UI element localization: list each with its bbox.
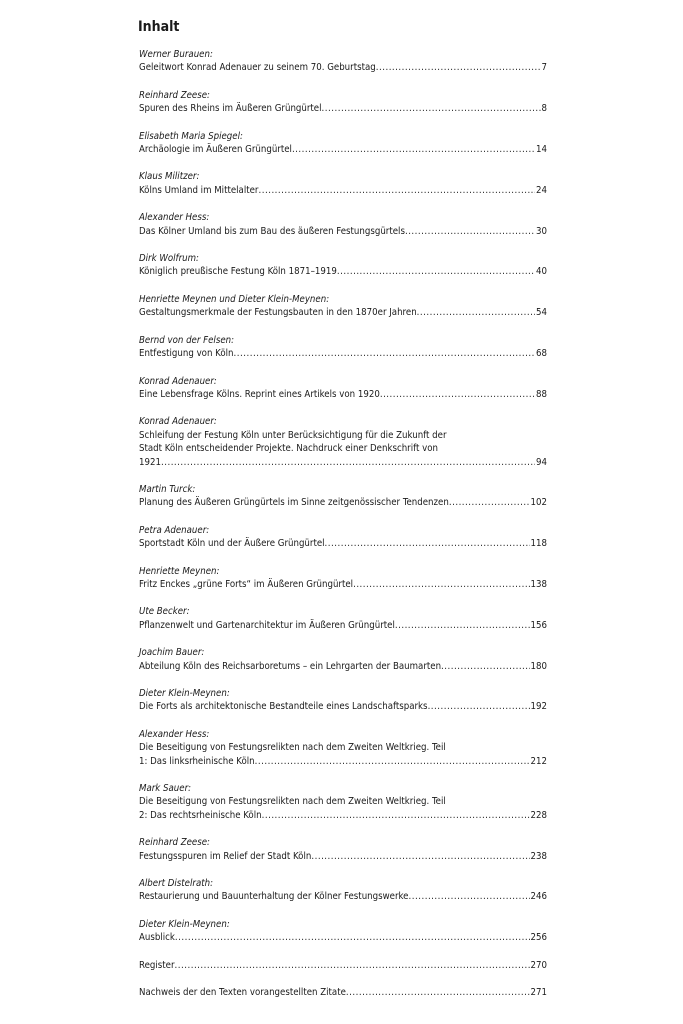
dot-leader xyxy=(311,850,529,863)
toc-entry-author: Alexander Hess: xyxy=(139,212,210,224)
toc-entry-author: Reinhard Zeese: xyxy=(139,837,210,849)
toc-entry-page-number: 102 xyxy=(530,497,547,509)
toc-entry-page-number: 246 xyxy=(530,891,547,903)
toc-entry-page-number: 54 xyxy=(536,307,547,319)
toc-entry-author: Dirk Wolfrum: xyxy=(139,253,199,265)
toc-entry-author: Reinhard Zeese: xyxy=(139,89,210,101)
toc-entry-page-number: 180 xyxy=(530,660,547,672)
toc-entry xyxy=(139,986,547,999)
toc-entry-line xyxy=(139,986,547,999)
toc-entry-title: Archäologie im Äußeren Grüngürtel xyxy=(139,144,292,156)
page-title: Inhalt xyxy=(138,19,180,35)
toc-entry-title: Planung des Äußeren Grüngürtels im Sinne zeitgenössischer Tendenzen xyxy=(139,497,449,509)
dot-leader xyxy=(353,578,529,591)
toc-entry xyxy=(139,483,547,510)
toc-entry xyxy=(139,375,547,402)
toc-entry-title: Register xyxy=(139,959,175,971)
toc-entry xyxy=(139,252,547,279)
toc-entry-line xyxy=(139,755,547,768)
toc-entry-line xyxy=(139,619,547,632)
toc-entry xyxy=(139,959,547,972)
toc-entry xyxy=(139,293,547,320)
toc-entry-page-number: 7 xyxy=(541,62,547,74)
dot-leader xyxy=(428,700,530,713)
toc-entry xyxy=(139,211,547,238)
dot-leader xyxy=(376,61,541,74)
toc-entry-line xyxy=(139,265,547,278)
toc-entry-line xyxy=(139,143,547,156)
toc-entry-author: Alexander Hess: xyxy=(139,728,210,740)
dot-leader xyxy=(262,809,530,822)
toc-entry-title: Abteilung Köln des Reichsarboretums – ein Lehrgarten der Baumarten xyxy=(139,660,442,672)
toc-entry-title: Entfestigung von Köln xyxy=(139,348,234,360)
toc-entry xyxy=(139,565,547,592)
dot-leader xyxy=(337,265,535,278)
toc-entry-author: Petra Adenauer: xyxy=(139,524,210,536)
toc-entry-author: Werner Burauen: xyxy=(139,49,213,60)
dot-leader xyxy=(175,959,530,972)
toc-entry-title: Restaurierung und Bauunterhaltung der Kölner Festungswerke xyxy=(139,891,409,903)
toc-entry-page-number: 256 xyxy=(530,932,547,944)
toc-entry-page-number: 238 xyxy=(530,850,547,862)
toc-entry xyxy=(139,170,547,197)
dot-leader xyxy=(405,225,535,238)
toc-entry-page-number: 118 xyxy=(530,538,547,550)
toc-entry xyxy=(139,836,547,863)
toc-entry-page-number: 271 xyxy=(530,987,547,999)
toc-entry-line xyxy=(139,225,547,238)
toc-entry-author: Dieter Klein-Meynen: xyxy=(139,688,230,699)
toc-entry xyxy=(139,524,547,551)
toc-entry-page-number: 156 xyxy=(530,619,547,631)
toc-entry xyxy=(139,415,547,469)
dot-leader xyxy=(325,537,530,550)
toc-entry-title-line: Die Beseitigung von Festungsrelikten nach dem Zweiten Weltkrieg. Teil xyxy=(139,742,446,754)
toc-entry-page-number: 212 xyxy=(530,755,547,767)
dot-leader xyxy=(258,184,535,197)
toc-entry-page-number: 24 xyxy=(536,184,547,196)
toc-entry xyxy=(139,89,547,116)
toc-entry-title: Fritz Enckes „grüne Forts“ im Äußeren Grüngürtel xyxy=(139,578,354,590)
toc-entry-title: Kölns Umland im Mittelalter xyxy=(139,184,259,196)
toc-entry-line xyxy=(139,456,547,469)
toc-entry-title-line: Die Beseitigung von Festungsrelikten nach dem Zweiten Weltkrieg. Teil xyxy=(139,796,446,808)
toc-entry xyxy=(139,782,547,822)
toc-entry-page-number: 40 xyxy=(536,266,547,278)
toc-entry-author: Dieter Klein-Meynen: xyxy=(139,918,230,930)
toc-entry-title: Festungsspuren im Relief der Stadt Köln xyxy=(139,850,312,862)
toc-entry-title: Königlich preußische Festung Köln 1871–1919 xyxy=(139,266,337,278)
dot-leader xyxy=(395,619,530,632)
toc-entry-line xyxy=(139,660,547,673)
toc-entry-line xyxy=(139,537,547,550)
toc-entry-page-number: 228 xyxy=(530,809,547,821)
dot-leader xyxy=(292,143,535,156)
toc-entry xyxy=(139,728,547,768)
toc-entry-page-number: 88 xyxy=(536,388,547,400)
toc-entry-title: Ausblick xyxy=(139,932,175,944)
toc-entry-author: Henriette Meynen: xyxy=(139,565,220,577)
toc-entry-line xyxy=(139,496,547,509)
toc-entry xyxy=(139,877,547,904)
toc-entry-title: 1: Das linksrheinische Köln xyxy=(139,755,255,767)
toc-entry-line xyxy=(139,931,547,944)
dot-leader xyxy=(417,306,535,319)
toc-entry-line xyxy=(139,388,547,401)
dot-leader xyxy=(161,456,535,469)
toc-entry-title: Sportstadt Köln und der Äußere Grüngürtel xyxy=(139,538,325,550)
dot-leader xyxy=(255,755,530,768)
dot-leader xyxy=(441,660,529,673)
toc-entry-page-number: 138 xyxy=(530,578,547,590)
toc-entry-author: Albert Distelrath: xyxy=(139,878,213,890)
toc-entry xyxy=(139,130,547,157)
toc-entry-line xyxy=(139,700,547,713)
toc-entry-title: Eine Lebensfrage Kölns. Reprint eines Artikels von 1920 xyxy=(139,388,380,400)
toc-entry-title: Geleitwort Konrad Adenauer zu seinem 70. Geburtstag xyxy=(139,62,376,74)
dot-leader xyxy=(449,496,530,509)
toc-entry-page-number: 14 xyxy=(536,144,547,156)
dot-leader xyxy=(346,986,530,999)
toc-entry-page-number: 30 xyxy=(536,225,547,237)
dot-leader xyxy=(175,931,530,944)
toc-entry-author: Bernd von der Felsen: xyxy=(139,334,235,346)
toc-entry-title-line: Stadt Köln entscheidender Projekte. Nachdruck einer Denkschrift von xyxy=(139,443,438,455)
toc-entry-author: Ute Becker: xyxy=(139,606,190,618)
toc-entry xyxy=(139,334,547,361)
toc-entry-title: Pflanzenwelt und Gartenarchitektur im Äußeren Grüngürtel xyxy=(139,619,395,631)
toc-entry-title: 2: Das rechtsrheinische Köln xyxy=(139,809,262,821)
toc-entry-author: Konrad Adenauer: xyxy=(139,375,217,387)
toc-entry-line xyxy=(139,809,547,822)
toc-entry-line xyxy=(139,850,547,863)
toc-entry-title: Die Forts als architektonische Bestandteile eines Landschaftsparks xyxy=(139,701,428,713)
toc-entry xyxy=(139,918,547,945)
dot-leader xyxy=(234,347,536,360)
toc-entry-title: Spuren des Rheins im Äußeren Grüngürtel xyxy=(139,103,322,115)
toc-entry-title: 1921 xyxy=(139,456,161,468)
toc-entry-page-number: 270 xyxy=(530,959,547,971)
toc-entry-title: Nachweis der den Texten vorangestellten Zitate xyxy=(139,987,346,999)
toc-entry xyxy=(139,646,547,673)
toc-entry-line xyxy=(139,578,547,591)
toc-entry-author: Martin Turck: xyxy=(139,483,196,495)
toc-entry xyxy=(139,605,547,632)
toc-entry-page-number: 8 xyxy=(541,103,547,115)
toc-entry-line xyxy=(139,959,547,972)
toc-entry-line xyxy=(139,890,547,903)
table-of-contents xyxy=(139,48,547,1000)
toc-entry-page-number: 94 xyxy=(536,456,547,468)
toc-entry-title: Gestaltungsmerkmale der Festungsbauten in den 1870er Jahren xyxy=(139,307,417,319)
toc-entry-line xyxy=(139,61,547,74)
toc-entry-author: Joachim Bauer: xyxy=(139,647,205,659)
toc-entry-page-number: 192 xyxy=(530,701,547,713)
toc-entry xyxy=(139,48,547,75)
toc-entry-line xyxy=(139,347,547,360)
toc-entry-author: Elisabeth Maria Spiegel: xyxy=(139,130,243,142)
toc-entry-line xyxy=(139,184,547,197)
dot-leader xyxy=(409,890,530,903)
toc-entry-title-line: Schleifung der Festung Köln unter Berücksichtigung für die Zukunft der xyxy=(139,429,447,441)
toc-entry xyxy=(139,687,547,714)
toc-entry-author: Klaus Militzer: xyxy=(139,171,200,183)
toc-entry-author: Mark Sauer: xyxy=(139,783,192,795)
toc-entry-author: Henriette Meynen und Dieter Klein-Meynen: xyxy=(139,293,330,305)
toc-entry-author: Konrad Adenauer: xyxy=(139,416,217,428)
dot-leader xyxy=(322,102,541,115)
toc-entry-page-number: 68 xyxy=(536,348,547,360)
dot-leader xyxy=(380,388,535,401)
toc-entry-line xyxy=(139,306,547,319)
toc-entry-title: Das Kölner Umland bis zum Bau des äußeren Festungsgürtels xyxy=(139,225,405,237)
toc-entry-line xyxy=(139,102,547,115)
